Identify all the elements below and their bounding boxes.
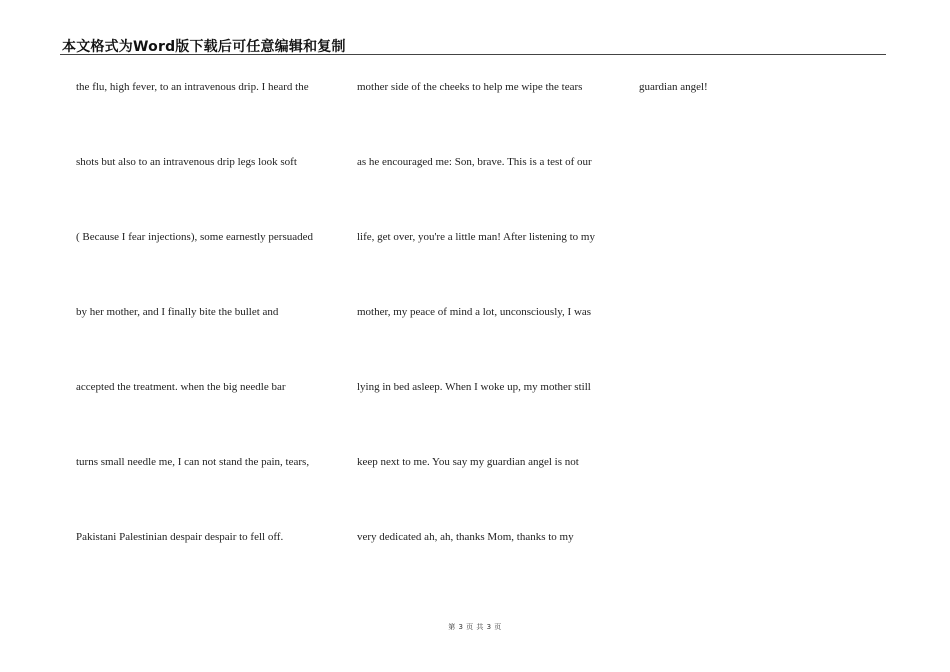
text-line: shots but also to an intravenous drip legs look soft: [76, 156, 297, 168]
header-divider: [60, 54, 886, 55]
text-line: life, get over, you're a little man! After listening to my: [357, 231, 595, 243]
text-line: accepted the treatment. when the big needle bar: [76, 381, 286, 393]
text-line: Pakistani Palestinian despair despair to fell off.: [76, 531, 284, 543]
page-number-footer: 第 3 页 共 3 页: [448, 623, 502, 631]
document-header-title: 本文格式为Word版下载后可任意编辑和复制: [62, 39, 346, 55]
text-line: turns small needle me, I can not stand the pain, tears,: [76, 456, 310, 468]
text-line: lying in bed asleep. When I woke up, my mother still: [357, 381, 591, 393]
text-line: as he encouraged me: Son, brave. This is a test of our: [357, 156, 592, 168]
text-line: by her mother, and I finally bite the bullet and: [76, 306, 279, 318]
text-column-1: [76, 80, 313, 605]
text-column-3: [639, 80, 708, 155]
text-line: ( Because I fear injections), some earnestly persuaded: [76, 231, 314, 243]
text-line: the flu, high fever, to an intravenous drip. I heard the: [76, 81, 309, 93]
text-column-2: [357, 80, 595, 605]
text-line: mother, my peace of mind a lot, unconsciously, I was: [357, 306, 592, 318]
text-line: keep next to me. You say my guardian angel is not: [357, 456, 579, 468]
text-line: mother side of the cheeks to help me wipe the tears: [357, 81, 583, 93]
text-line: very dedicated ah, ah, thanks Mom, thanks to my: [357, 531, 574, 543]
text-line: guardian angel!: [639, 81, 708, 93]
